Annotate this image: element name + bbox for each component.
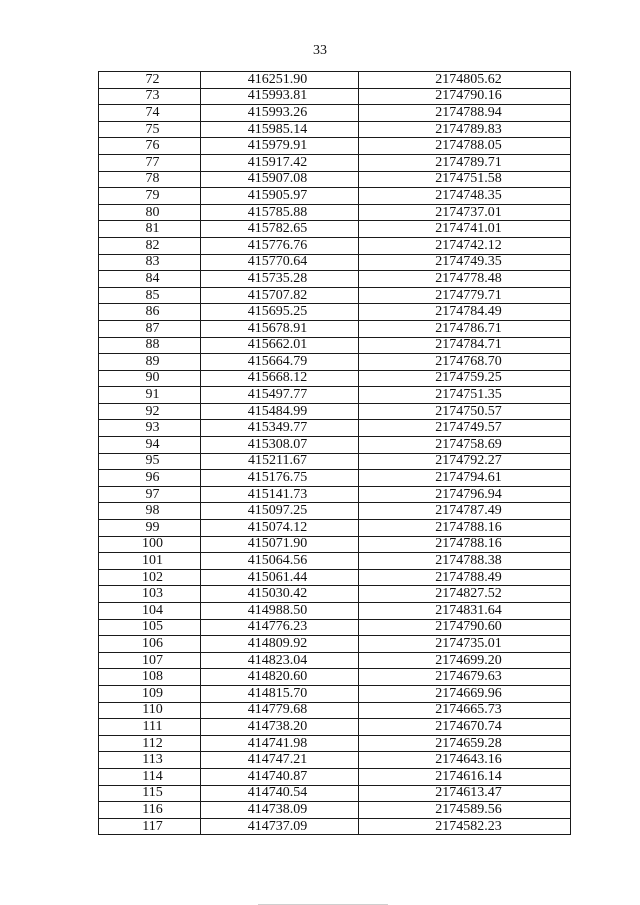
table-row bbox=[99, 287, 571, 304]
y-coordinate-cell: 2174789.71 bbox=[359, 154, 571, 171]
x-coordinate-cell: 414738.09 bbox=[201, 802, 359, 819]
table-row bbox=[99, 237, 571, 254]
table-row bbox=[99, 669, 571, 686]
point-number-cell: 115 bbox=[99, 785, 201, 802]
x-coordinate-cell: 415074.12 bbox=[201, 520, 359, 537]
y-coordinate-cell: 2174790.16 bbox=[359, 88, 571, 105]
y-coordinate-cell: 2174750.57 bbox=[359, 403, 571, 420]
table-row bbox=[99, 72, 571, 89]
x-coordinate-cell: 415211.67 bbox=[201, 453, 359, 470]
point-number-cell: 95 bbox=[99, 453, 201, 470]
y-coordinate-cell: 2174613.47 bbox=[359, 785, 571, 802]
table-row bbox=[99, 420, 571, 437]
point-number-cell: 73 bbox=[99, 88, 201, 105]
x-coordinate-cell: 415905.97 bbox=[201, 188, 359, 205]
y-coordinate-cell: 2174748.35 bbox=[359, 188, 571, 205]
table-row bbox=[99, 470, 571, 487]
y-coordinate-cell: 2174788.38 bbox=[359, 553, 571, 570]
table-row bbox=[99, 553, 571, 570]
table-row bbox=[99, 586, 571, 603]
table-row bbox=[99, 271, 571, 288]
x-coordinate-cell: 415993.81 bbox=[201, 88, 359, 105]
point-number-cell: 81 bbox=[99, 221, 201, 238]
x-coordinate-cell: 414988.50 bbox=[201, 603, 359, 620]
y-coordinate-cell: 2174679.63 bbox=[359, 669, 571, 686]
x-coordinate-cell: 415993.26 bbox=[201, 105, 359, 122]
y-coordinate-cell: 2174670.74 bbox=[359, 719, 571, 736]
point-number-cell: 87 bbox=[99, 320, 201, 337]
point-number-cell: 88 bbox=[99, 337, 201, 354]
y-coordinate-cell: 2174742.12 bbox=[359, 237, 571, 254]
y-coordinate-cell: 2174788.94 bbox=[359, 105, 571, 122]
x-coordinate-cell: 415735.28 bbox=[201, 271, 359, 288]
point-number-cell: 101 bbox=[99, 553, 201, 570]
table-row bbox=[99, 719, 571, 736]
table-row bbox=[99, 603, 571, 620]
x-coordinate-cell: 415176.75 bbox=[201, 470, 359, 487]
point-number-cell: 109 bbox=[99, 685, 201, 702]
table-row bbox=[99, 88, 571, 105]
point-number-cell: 117 bbox=[99, 818, 201, 835]
y-coordinate-cell: 2174788.16 bbox=[359, 520, 571, 537]
table-row bbox=[99, 221, 571, 238]
y-coordinate-cell: 2174790.60 bbox=[359, 619, 571, 636]
x-coordinate-cell: 414740.87 bbox=[201, 768, 359, 785]
table-row bbox=[99, 486, 571, 503]
table-row bbox=[99, 652, 571, 669]
y-coordinate-cell: 2174827.52 bbox=[359, 586, 571, 603]
point-number-cell: 108 bbox=[99, 669, 201, 686]
point-number-cell: 98 bbox=[99, 503, 201, 520]
table-row bbox=[99, 536, 571, 553]
table-row bbox=[99, 569, 571, 586]
point-number-cell: 89 bbox=[99, 354, 201, 371]
table-row bbox=[99, 320, 571, 337]
y-coordinate-cell: 2174589.56 bbox=[359, 802, 571, 819]
point-number-cell: 76 bbox=[99, 138, 201, 155]
table-row bbox=[99, 304, 571, 321]
point-number-cell: 93 bbox=[99, 420, 201, 437]
y-coordinate-cell: 2174659.28 bbox=[359, 735, 571, 752]
table-row bbox=[99, 188, 571, 205]
point-number-cell: 114 bbox=[99, 768, 201, 785]
y-coordinate-cell: 2174643.16 bbox=[359, 752, 571, 769]
x-coordinate-cell: 416251.90 bbox=[201, 72, 359, 89]
x-coordinate-cell: 415985.14 bbox=[201, 121, 359, 138]
x-coordinate-cell: 415030.42 bbox=[201, 586, 359, 603]
y-coordinate-cell: 2174749.57 bbox=[359, 420, 571, 437]
x-coordinate-cell: 415664.79 bbox=[201, 354, 359, 371]
table-row bbox=[99, 154, 571, 171]
point-number-cell: 75 bbox=[99, 121, 201, 138]
table-row bbox=[99, 735, 571, 752]
y-coordinate-cell: 2174768.70 bbox=[359, 354, 571, 371]
y-coordinate-cell: 2174805.62 bbox=[359, 72, 571, 89]
y-coordinate-cell: 2174779.71 bbox=[359, 287, 571, 304]
y-coordinate-cell: 2174794.61 bbox=[359, 470, 571, 487]
x-coordinate-cell: 415662.01 bbox=[201, 337, 359, 354]
x-coordinate-cell: 415064.56 bbox=[201, 553, 359, 570]
x-coordinate-cell: 415695.25 bbox=[201, 304, 359, 321]
point-number-cell: 111 bbox=[99, 719, 201, 736]
y-coordinate-cell: 2174787.49 bbox=[359, 503, 571, 520]
point-number-cell: 74 bbox=[99, 105, 201, 122]
y-coordinate-cell: 2174789.83 bbox=[359, 121, 571, 138]
point-number-cell: 83 bbox=[99, 254, 201, 271]
x-coordinate-cell: 415782.65 bbox=[201, 221, 359, 238]
x-coordinate-cell: 415776.76 bbox=[201, 237, 359, 254]
y-coordinate-cell: 2174616.14 bbox=[359, 768, 571, 785]
x-coordinate-cell: 414737.09 bbox=[201, 818, 359, 835]
point-number-cell: 116 bbox=[99, 802, 201, 819]
x-coordinate-cell: 415785.88 bbox=[201, 204, 359, 221]
point-number-cell: 99 bbox=[99, 520, 201, 537]
y-coordinate-cell: 2174735.01 bbox=[359, 636, 571, 653]
point-number-cell: 72 bbox=[99, 72, 201, 89]
table-row bbox=[99, 437, 571, 454]
x-coordinate-cell: 415678.91 bbox=[201, 320, 359, 337]
table-row bbox=[99, 171, 571, 188]
x-coordinate-cell: 415979.91 bbox=[201, 138, 359, 155]
table-row bbox=[99, 520, 571, 537]
x-coordinate-cell: 415071.90 bbox=[201, 536, 359, 553]
table-row bbox=[99, 387, 571, 404]
point-number-cell: 105 bbox=[99, 619, 201, 636]
y-coordinate-cell: 2174778.48 bbox=[359, 271, 571, 288]
x-coordinate-cell: 415770.64 bbox=[201, 254, 359, 271]
x-coordinate-cell: 414779.68 bbox=[201, 702, 359, 719]
x-coordinate-cell: 415141.73 bbox=[201, 486, 359, 503]
y-coordinate-cell: 2174784.71 bbox=[359, 337, 571, 354]
y-coordinate-cell: 2174737.01 bbox=[359, 204, 571, 221]
point-number-cell: 113 bbox=[99, 752, 201, 769]
page-number: 33 bbox=[313, 43, 327, 58]
table-row bbox=[99, 503, 571, 520]
y-coordinate-cell: 2174788.49 bbox=[359, 569, 571, 586]
point-number-cell: 103 bbox=[99, 586, 201, 603]
table-row bbox=[99, 138, 571, 155]
table-row bbox=[99, 818, 571, 835]
y-coordinate-cell: 2174699.20 bbox=[359, 652, 571, 669]
y-coordinate-cell: 2174751.35 bbox=[359, 387, 571, 404]
x-coordinate-cell: 414823.04 bbox=[201, 652, 359, 669]
point-number-cell: 86 bbox=[99, 304, 201, 321]
y-coordinate-cell: 2174788.05 bbox=[359, 138, 571, 155]
point-number-cell: 104 bbox=[99, 603, 201, 620]
y-coordinate-cell: 2174831.64 bbox=[359, 603, 571, 620]
point-number-cell: 97 bbox=[99, 486, 201, 503]
y-coordinate-cell: 2174784.49 bbox=[359, 304, 571, 321]
table-row bbox=[99, 105, 571, 122]
table-row bbox=[99, 802, 571, 819]
x-coordinate-cell: 414809.92 bbox=[201, 636, 359, 653]
y-coordinate-cell: 2174665.73 bbox=[359, 702, 571, 719]
point-number-cell: 80 bbox=[99, 204, 201, 221]
point-number-cell: 78 bbox=[99, 171, 201, 188]
x-coordinate-cell: 415707.82 bbox=[201, 287, 359, 304]
y-coordinate-cell: 2174758.69 bbox=[359, 437, 571, 454]
table-row bbox=[99, 204, 571, 221]
point-number-cell: 102 bbox=[99, 569, 201, 586]
x-coordinate-cell: 415917.42 bbox=[201, 154, 359, 171]
table-row bbox=[99, 121, 571, 138]
point-number-cell: 84 bbox=[99, 271, 201, 288]
x-coordinate-cell: 415668.12 bbox=[201, 370, 359, 387]
point-number-cell: 107 bbox=[99, 652, 201, 669]
table-row bbox=[99, 619, 571, 636]
table-row bbox=[99, 453, 571, 470]
x-coordinate-cell: 415484.99 bbox=[201, 403, 359, 420]
y-coordinate-cell: 2174759.25 bbox=[359, 370, 571, 387]
y-coordinate-cell: 2174792.27 bbox=[359, 453, 571, 470]
point-number-cell: 92 bbox=[99, 403, 201, 420]
x-coordinate-cell: 415907.08 bbox=[201, 171, 359, 188]
x-coordinate-cell: 414740.54 bbox=[201, 785, 359, 802]
point-number-cell: 112 bbox=[99, 735, 201, 752]
x-coordinate-cell: 415308.07 bbox=[201, 437, 359, 454]
table-row bbox=[99, 785, 571, 802]
y-coordinate-cell: 2174669.96 bbox=[359, 685, 571, 702]
table-row bbox=[99, 337, 571, 354]
point-number-cell: 96 bbox=[99, 470, 201, 487]
point-number-cell: 91 bbox=[99, 387, 201, 404]
x-coordinate-cell: 414741.98 bbox=[201, 735, 359, 752]
point-number-cell: 110 bbox=[99, 702, 201, 719]
x-coordinate-cell: 414747.21 bbox=[201, 752, 359, 769]
point-number-cell: 106 bbox=[99, 636, 201, 653]
table-row bbox=[99, 403, 571, 420]
x-coordinate-cell: 415061.44 bbox=[201, 569, 359, 586]
point-number-cell: 82 bbox=[99, 237, 201, 254]
point-number-cell: 79 bbox=[99, 188, 201, 205]
x-coordinate-cell: 415349.77 bbox=[201, 420, 359, 437]
table-row bbox=[99, 370, 571, 387]
y-coordinate-cell: 2174788.16 bbox=[359, 536, 571, 553]
y-coordinate-cell: 2174751.58 bbox=[359, 171, 571, 188]
table-row bbox=[99, 254, 571, 271]
point-number-cell: 77 bbox=[99, 154, 201, 171]
y-coordinate-cell: 2174796.94 bbox=[359, 486, 571, 503]
point-number-cell: 85 bbox=[99, 287, 201, 304]
point-number-cell: 94 bbox=[99, 437, 201, 454]
point-number-cell: 100 bbox=[99, 536, 201, 553]
coordinates-table-body bbox=[99, 72, 571, 835]
table-row bbox=[99, 636, 571, 653]
table-row bbox=[99, 702, 571, 719]
y-coordinate-cell: 2174786.71 bbox=[359, 320, 571, 337]
x-coordinate-cell: 414815.70 bbox=[201, 685, 359, 702]
table-row bbox=[99, 685, 571, 702]
y-coordinate-cell: 2174582.23 bbox=[359, 818, 571, 835]
x-coordinate-cell: 414738.20 bbox=[201, 719, 359, 736]
x-coordinate-cell: 415497.77 bbox=[201, 387, 359, 404]
table-row bbox=[99, 752, 571, 769]
table-row bbox=[99, 354, 571, 371]
x-coordinate-cell: 414776.23 bbox=[201, 619, 359, 636]
coordinates-table bbox=[98, 71, 571, 835]
table-row bbox=[99, 768, 571, 785]
y-coordinate-cell: 2174741.01 bbox=[359, 221, 571, 238]
x-coordinate-cell: 414820.60 bbox=[201, 669, 359, 686]
x-coordinate-cell: 415097.25 bbox=[201, 503, 359, 520]
y-coordinate-cell: 2174749.35 bbox=[359, 254, 571, 271]
point-number-cell: 90 bbox=[99, 370, 201, 387]
